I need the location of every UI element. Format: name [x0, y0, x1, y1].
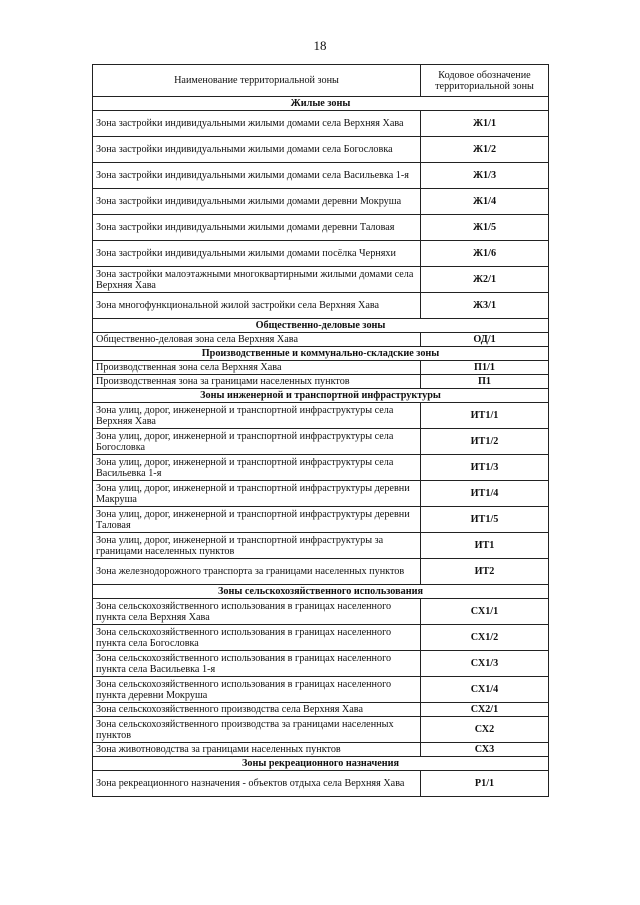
- zone-name: Зона улиц, дорог, инженерной и транспортной инфраструктуры за границами населенных пунктов: [93, 533, 421, 559]
- table-row: [93, 163, 549, 189]
- zone-name: Общественно-деловая зона села Верхняя Хава: [93, 333, 421, 347]
- zone-name: Зона сельскохозяйственного производства села Верхняя Хава: [93, 703, 421, 717]
- zone-code: Ж1/5: [421, 215, 549, 241]
- table-row: [93, 455, 549, 481]
- table-row: [93, 267, 549, 293]
- table-row: [93, 703, 549, 717]
- zone-name: Зона улиц, дорог, инженерной и транспортной инфраструктуры села Верхняя Хава: [93, 403, 421, 429]
- zone-code: ИТ1: [421, 533, 549, 559]
- header-zone-code: Кодовое обозначение территориальной зоны: [421, 65, 549, 97]
- zone-code: Ж1/2: [421, 137, 549, 163]
- section-title: Зоны рекреационного назначения: [93, 757, 549, 771]
- table-body: [93, 97, 549, 797]
- table-row: [93, 717, 549, 743]
- page-number: 18: [313, 38, 327, 53]
- zone-code: СХ1/4: [421, 677, 549, 703]
- table-row: [93, 361, 549, 375]
- zone-code: ИТ1/2: [421, 429, 549, 455]
- table-row: [93, 651, 549, 677]
- zone-name: Зона сельскохозяйственного использования в границах населенного пункта деревни Мокруша: [93, 677, 421, 703]
- zone-code: СХ1/1: [421, 599, 549, 625]
- zone-name: Зона сельскохозяйственного использования в границах населенного пункта села Верхняя Хава: [93, 599, 421, 625]
- table-row: [93, 375, 549, 389]
- table-row: [93, 559, 549, 585]
- table-row: [93, 293, 549, 319]
- zone-name: Зона рекреационного назначения - объектов отдыха села Верхняя Хава: [93, 771, 421, 797]
- zone-name: Зона застройки индивидуальными жилыми домами деревни Таловая: [93, 215, 421, 241]
- zone-code: ОД/1: [421, 333, 549, 347]
- table-row: [93, 507, 549, 533]
- section-row: [93, 389, 549, 403]
- zone-name: Зона железнодорожного транспорта за границами населенных пунктов: [93, 559, 421, 585]
- zone-name: Зона животноводства за границами населенных пунктов: [93, 743, 421, 757]
- zone-code: Ж1/6: [421, 241, 549, 267]
- zone-code: ИТ1/5: [421, 507, 549, 533]
- table-row: [93, 429, 549, 455]
- territorial-zones-table: [92, 64, 549, 797]
- zone-name: Зона улиц, дорог, инженерной и транспортной инфраструктуры деревни Макруша: [93, 481, 421, 507]
- zone-code: СХ3: [421, 743, 549, 757]
- zone-code: Ж1/3: [421, 163, 549, 189]
- zone-name: Производственная зона села Верхняя Хава: [93, 361, 421, 375]
- zone-name: Зона застройки индивидуальными жилыми домами села Верхняя Хава: [93, 111, 421, 137]
- zone-code: СХ1/2: [421, 625, 549, 651]
- table-row: [93, 677, 549, 703]
- zone-name: Зона улиц, дорог, инженерной и транспортной инфраструктуры села Васильевка 1-я: [93, 455, 421, 481]
- zone-code: ИТ1/3: [421, 455, 549, 481]
- zone-name: Зона застройки индивидуальными жилыми домами деревни Мокруша: [93, 189, 421, 215]
- zone-code: ИТ1/1: [421, 403, 549, 429]
- zone-name: Зона застройки малоэтажными многоквартирными жилыми домами села Верхняя Хава: [93, 267, 421, 293]
- zone-code: П1/1: [421, 361, 549, 375]
- zone-code: Ж2/1: [421, 267, 549, 293]
- table-row: [93, 111, 549, 137]
- section-title: Общественно-деловые зоны: [93, 319, 549, 333]
- table-header-row: [93, 65, 549, 97]
- zone-code: СХ2/1: [421, 703, 549, 717]
- zone-code: П1: [421, 375, 549, 389]
- zone-name: Зона улиц, дорог, инженерной и транспортной инфраструктуры села Богословка: [93, 429, 421, 455]
- table-row: [93, 241, 549, 267]
- section-title: Производственные и коммунально-складские зоны: [93, 347, 549, 361]
- table-row: [93, 533, 549, 559]
- table-row: [93, 215, 549, 241]
- zone-code: Ж3/1: [421, 293, 549, 319]
- zone-name: Зона застройки индивидуальными жилыми домами села Васильевка 1-я: [93, 163, 421, 189]
- zone-code: ИТ1/4: [421, 481, 549, 507]
- zone-name: Зона многофункциональной жилой застройки села Верхняя Хава: [93, 293, 421, 319]
- table-row: [93, 743, 549, 757]
- zone-code: Ж1/1: [421, 111, 549, 137]
- table-row: [93, 403, 549, 429]
- table-row: [93, 771, 549, 797]
- zone-name: Зона улиц, дорог, инженерной и транспортной инфраструктуры деревни Таловая: [93, 507, 421, 533]
- zone-name: Производственная зона за границами населенных пунктов: [93, 375, 421, 389]
- zone-name: Зона сельскохозяйственного производства за границами населенных пунктов: [93, 717, 421, 743]
- zone-code: ИТ2: [421, 559, 549, 585]
- zone-code: СХ2: [421, 717, 549, 743]
- zone-name: Зона застройки индивидуальными жилыми домами посёлка Черняхи: [93, 241, 421, 267]
- header-zone-name: Наименование территориальной зоны: [93, 65, 421, 97]
- table-row: [93, 481, 549, 507]
- table-row: [93, 137, 549, 163]
- section-row: [93, 585, 549, 599]
- zone-code: Ж1/4: [421, 189, 549, 215]
- section-row: [93, 319, 549, 333]
- zone-name: Зона сельскохозяйственного использования в границах населенного пункта села Богословка: [93, 625, 421, 651]
- zone-name: Зона застройки индивидуальными жилыми домами села Богословка: [93, 137, 421, 163]
- zone-name: Зона сельскохозяйственного использования в границах населенного пункта села Васильевка 1-я: [93, 651, 421, 677]
- section-title: Зоны сельскохозяйственного использования: [93, 585, 549, 599]
- zone-code: СХ1/3: [421, 651, 549, 677]
- zone-code: Р1/1: [421, 771, 549, 797]
- table-row: [93, 599, 549, 625]
- section-title: Зоны инженерной и транспортной инфраструктуры: [93, 389, 549, 403]
- table-row: [93, 189, 549, 215]
- table-row: [93, 333, 549, 347]
- section-row: [93, 757, 549, 771]
- section-row: [93, 97, 549, 111]
- table-row: [93, 625, 549, 651]
- section-row: [93, 347, 549, 361]
- section-title: Жилые зоны: [93, 97, 549, 111]
